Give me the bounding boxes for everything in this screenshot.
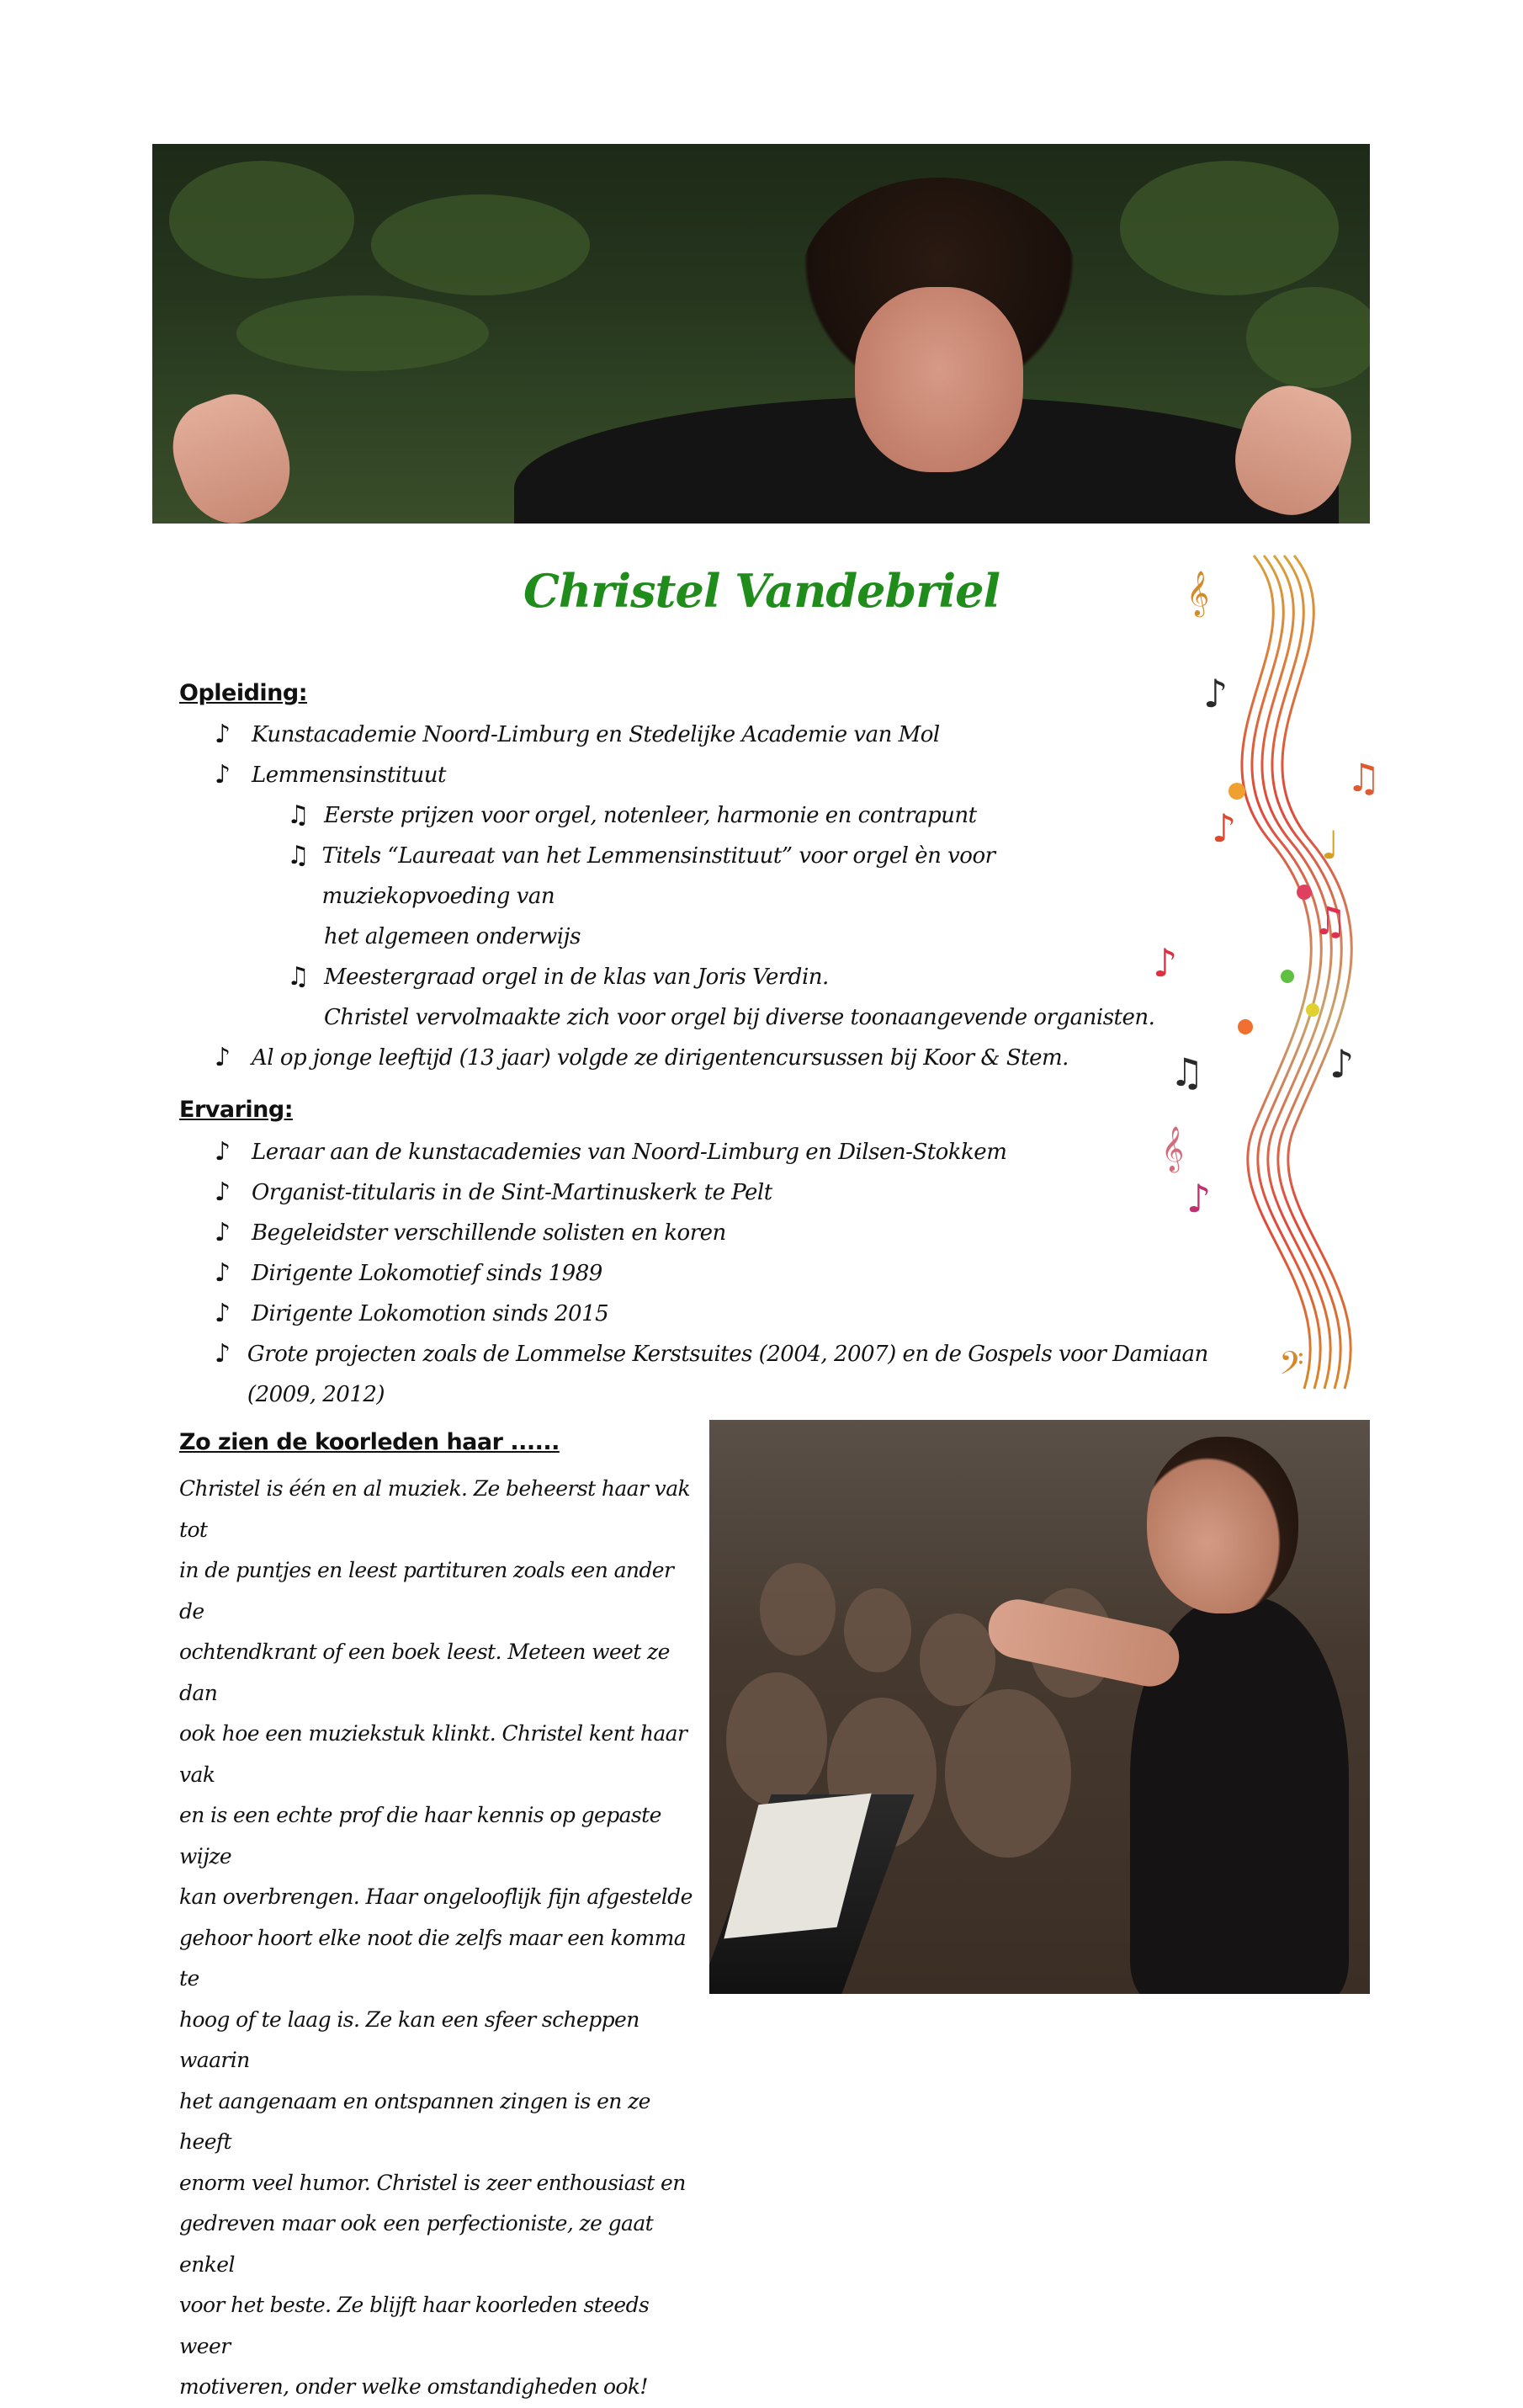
list-item-text: Dirigente Lokomotief sinds 1989 [252,1261,602,1286]
ervaring-heading: Ervaring: [179,1097,293,1123]
list-item-text: Lemmensinstituut [252,763,446,788]
list-item [215,755,1182,795]
beamed-notes-icon: ♫ [287,962,310,991]
opleiding-heading: Opleiding: [179,680,308,706]
music-staff-decoration [1153,539,1405,1406]
list-item [215,1038,1182,1078]
svg-text:♫: ♫ [1170,1050,1205,1095]
list-item [215,1294,1224,1334]
svg-text:𝄢: 𝄢 [1279,1344,1304,1390]
svg-text:♪: ♪ [1329,1041,1355,1087]
list-item-text: Kunstacademie Noord-Limburg en Stedelijke Academie van Mol [252,722,940,747]
opleiding-list [215,715,1182,1078]
paragraph-line: motiveren, onder welke omstandigheden ook! [179,2374,648,2399]
hero-photo [152,144,1370,524]
list-item-text: Dirigente Lokomotion sinds 2015 [252,1301,609,1326]
list-item-text: Organist-titularis in de Sint-Martinuskerk te Pelt [252,1180,772,1205]
paragraph-line: en is een echte prof die haar kennis op gepaste wijze [179,1803,661,1868]
eighth-note-icon: ♪ [215,1339,231,1369]
svg-text:♫: ♫ [1313,898,1348,944]
paragraph-line: gedreven maar ook een perfectioniste, ze gaat enkel [179,2211,654,2277]
svg-text:♪: ♪ [1203,671,1228,716]
eighth-note-icon: ♪ [215,1177,231,1207]
svg-text:𝄞: 𝄞 [1161,1125,1185,1171]
paragraph-line: gehoor hoort elke noot die zelfs maar een komma te [179,1925,687,1991]
paragraph-line: in de puntjes en leest partituren zoals een ander de [179,1558,674,1624]
eighth-note-icon: ♪ [215,1258,231,1288]
sub-list-item [287,795,1182,836]
svg-text:♪: ♪ [1212,805,1237,851]
list-item-continuation [324,917,1182,957]
koorleden-paragraph [179,1469,701,2408]
paragraph-line: voor het beste. Ze blijft haar koorleden steeds weer [179,2293,650,2358]
list-item-text: Eerste prijzen voor orgel, notenleer, harmonie en contrapunt [324,803,977,828]
eighth-note-icon: ♪ [215,1299,231,1328]
paragraph-line: enorm veel humor. Christel is zeer enthousiast en [179,2170,686,2195]
ervaring-list [215,1132,1224,1415]
eighth-note-icon: ♪ [215,760,231,789]
svg-text:♪: ♪ [1186,1176,1212,1221]
list-item-text: Grote projecten zoals de Lommelse Kerstsuites (2004, 2007) en de Gospels voor Damiaan (2009, 2012) [247,1342,1208,1407]
eighth-note-icon: ♪ [215,720,231,749]
list-item-text: het algemeen onderwijs [324,924,581,949]
svg-text:𝄞: 𝄞 [1186,570,1210,615]
list-item-text: Christel vervolmaakte zich voor orgel bij diverse toonaangevende organisten. [324,1005,1155,1030]
list-item [215,1132,1224,1172]
paragraph-line: kan overbrengen. Haar ongelooflijk fijn afgestelde [179,1884,693,1909]
list-item [215,1172,1224,1213]
paragraph-line: ochtendkrant of een boek leest. Meteen weet ze dan [179,1640,670,1705]
list-item-text: Titels “Laureaat van het Lemmensinstituut” voor orgel èn voor muziekopvoeding van [321,843,995,909]
list-item [215,1253,1224,1294]
list-item [215,715,1182,755]
eighth-note-icon: ♪ [215,1137,231,1167]
beamed-notes-icon: ♫ [287,841,310,870]
list-item-text: Begeleidster verschillende solisten en koren [252,1220,726,1246]
svg-text:♩: ♩ [1321,822,1340,868]
list-item [215,1213,1224,1253]
page-title: Christel Vandebriel [523,564,1000,618]
eighth-note-icon: ♪ [215,1043,231,1072]
koorleden-heading: Zo zien de koorleden haar ...... [179,1429,560,1455]
list-item-text: Al op jonge leeftijd (13 jaar) volgde ze dirigentencursussen bij Koor & Stem. [252,1045,1069,1071]
list-item-text: Leraar aan de kunstacademies van Noord-Limburg en Dilsen-Stokkem [252,1140,1007,1165]
paragraph-line: Christel is één en al muziek. Ze beheerst haar vak tot [179,1476,691,1542]
sub-list-item [287,957,1182,997]
sub-list-item [287,836,1182,917]
list-item-continuation [324,997,1182,1038]
conductor-photo [709,1420,1370,1994]
beamed-notes-icon: ♫ [287,800,310,830]
paragraph-line: ook hoe een muziekstuk klinkt. Christel kent haar vak [179,1721,687,1787]
paragraph-line: het aangenaam en ontspannen zingen is en ze heeft [179,2088,650,2154]
svg-text:♫: ♫ [1346,755,1382,800]
svg-text:♪: ♪ [1153,940,1178,986]
paragraph-line: hoog of te laag is. Ze kan een sfeer scheppen waarin [179,2007,639,2072]
eighth-note-icon: ♪ [215,1218,231,1247]
list-item-text: Meestergraad orgel in de klas van Joris Verdin. [324,965,829,990]
list-item [215,1334,1224,1415]
